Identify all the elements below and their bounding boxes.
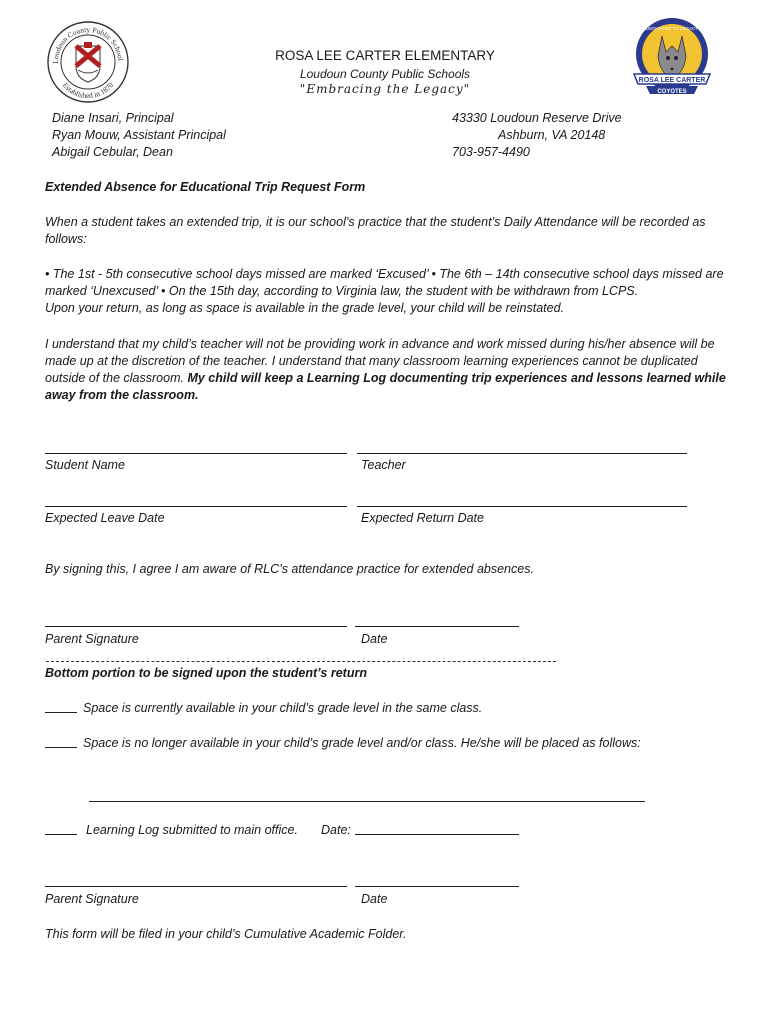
date-label: Date <box>361 632 388 646</box>
logo-sub-text: COYOTES <box>657 89 687 95</box>
understanding-text: I understand that my child’s teacher will not be providing work in advance and work missed during his/her absence will be made up at the discretion of the teacher. I understand that many classroom learning experiences cannot be duplicated outside of the classroom. <box>45 337 715 385</box>
student-name-field[interactable] <box>45 453 347 454</box>
learning-log-date-label: Date: <box>321 823 351 837</box>
address-line2: Ashburn, VA 20148 <box>498 128 606 142</box>
staff-principal: Diane Insari, Principal <box>52 111 174 125</box>
form-title: Extended Absence for Educational Trip Request Form <box>45 180 366 194</box>
learning-log-requirement: My child will keep a Learning Log documenting trip experiences and lessons learned while away from the classroom. <box>45 371 726 402</box>
filing-note: This form will be filed in your child’s Cumulative Academic Folder. <box>45 927 407 941</box>
school-motto: "Embracing the Legacy" <box>299 82 471 96</box>
placement-details-field[interactable] <box>89 801 645 802</box>
coyotes-mascot-logo <box>626 16 718 100</box>
logo-top-text: DEDICATED TO LEGACY <box>645 26 699 31</box>
return-parent-signature-field[interactable] <box>45 886 347 887</box>
return-parent-signature-label: Parent Signature <box>45 892 139 906</box>
learning-log-date-field[interactable] <box>355 834 519 835</box>
expected-return-date-field[interactable] <box>357 506 687 507</box>
expected-return-date-label: Expected Return Date <box>361 511 484 525</box>
expected-leave-date-label: Expected Leave Date <box>45 511 165 525</box>
agreement-statement: By signing this, I agree I am aware of RLC’s attendance practice for extended absences. <box>45 562 534 576</box>
student-name-label: Student Name <box>45 458 125 472</box>
bottom-portion-heading: Bottom portion to be signed upon the student’s return <box>45 666 367 680</box>
space-available-checkbox[interactable] <box>45 712 77 713</box>
learning-log-checkbox[interactable] <box>45 834 77 835</box>
district-name: Loudoun County Public Schools <box>299 67 471 81</box>
cut-line-divider <box>46 661 556 662</box>
seal-top-text: Loudoun County Public School <box>50 24 125 64</box>
understanding-paragraph <box>45 336 735 404</box>
phone-number: 703-957-4490 <box>452 145 530 159</box>
staff-dean: Abigail Cebular, Dean <box>52 145 173 159</box>
return-date-field[interactable] <box>355 886 519 887</box>
address-line1: 43330 Loudoun Reserve Drive <box>452 111 622 125</box>
seal-bottom-text: Established in 1870 <box>60 80 116 101</box>
parent-signature-label: Parent Signature <box>45 632 139 646</box>
staff-assistant-principal: Ryan Mouw, Assistant Principal <box>52 128 226 142</box>
space-available-text: Space is currently available in your child’s grade level in the same class. <box>83 701 483 715</box>
county-seal-logo <box>46 18 130 106</box>
policy-paragraph: • The 1st - 5th consecutive school days missed are marked ‘Excused’ • The 6th – 14th consecutive school days missed are marked ‘Unexcused’ • On the 15th day, according to Virginia law, the student with be withdrawn from LCPS. <box>45 267 724 298</box>
parent-signature-field[interactable] <box>45 626 347 627</box>
school-name: ROSA LEE CARTER ELEMENTARY <box>275 48 495 63</box>
return-date-label: Date <box>361 892 388 906</box>
space-unavailable-text: Space is no longer available in your child’s grade level and/or class. He/she will be placed as follows: <box>83 736 641 750</box>
reinstatement-text: Upon your return, as long as space is available in the grade level, your child will be reinstated. <box>45 301 565 315</box>
logo-banner-text: ROSA LEE CARTER <box>638 77 706 84</box>
intro-paragraph: When a student takes an extended trip, it is our school’s practice that the student’s Daily Attendance will be recorded as follows: <box>45 215 706 246</box>
learning-log-submitted-text: Learning Log submitted to main office. <box>86 823 298 837</box>
teacher-label: Teacher <box>361 458 406 472</box>
space-unavailable-checkbox[interactable] <box>45 747 77 748</box>
teacher-field[interactable] <box>357 453 687 454</box>
parent-signature-date-field[interactable] <box>355 626 519 627</box>
expected-leave-date-field[interactable] <box>45 506 347 507</box>
